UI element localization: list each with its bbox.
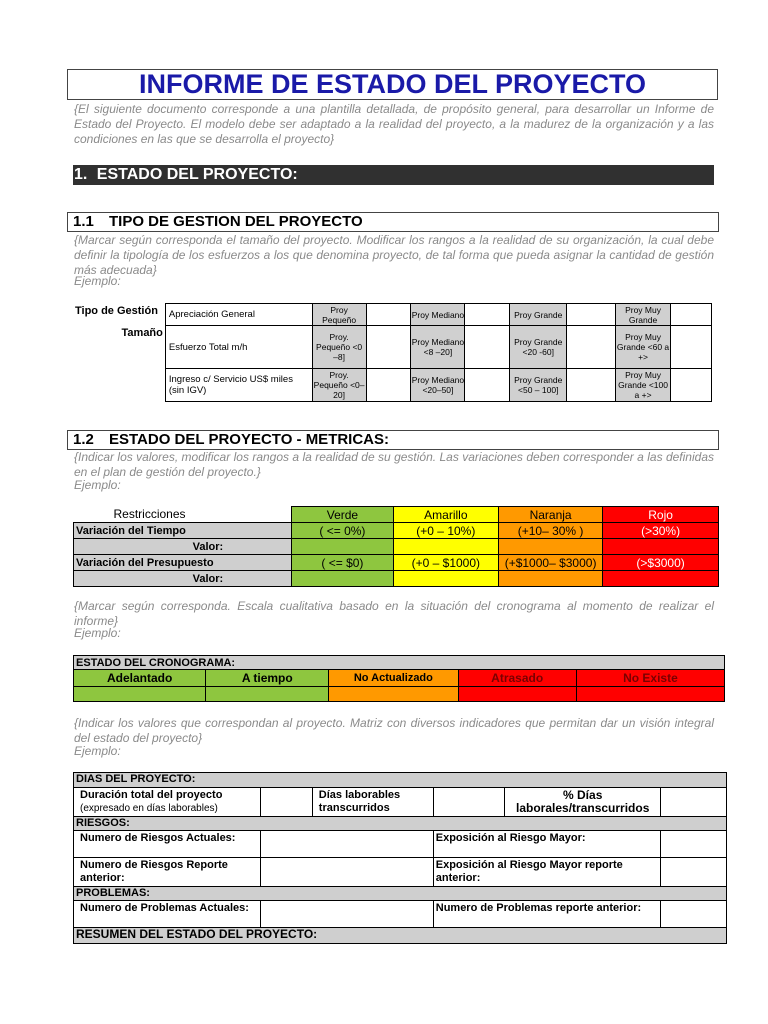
size-cell: Proy Grande <box>510 304 567 326</box>
num-problemas-label: Numero de Problemas Actuales: <box>74 901 261 928</box>
mark-cell[interactable] <box>458 687 576 702</box>
size-cell: Proy Muy Grande <60 a +> <box>616 326 671 369</box>
mark-cell[interactable] <box>576 687 724 702</box>
metric-cell: (>30%) <box>603 523 719 539</box>
table-row <box>74 928 727 944</box>
expo-mayor-ant-label: Exposición al Riesgo Mayor reporte anterior: <box>433 858 661 887</box>
header-verde: Verde <box>292 507 394 523</box>
cronograma-note: {Marcar según corresponda. Escala cualitativa basado en la situación del cronograma al momento de realizar el informe} <box>74 599 714 628</box>
valor-label: Valor: <box>74 539 292 555</box>
indicadores-note: {Indicar los valores que correspondan al proyecto. Matriz con diversos indicadores que permitan dar un visión integral del estado del proyecto} <box>74 716 714 745</box>
expo-mayor-label: Exposición al Riesgo Mayor: <box>433 831 661 858</box>
section-1-number: 1. <box>74 166 88 183</box>
dias-lab-label: Días laborables transcurridos <box>312 788 433 817</box>
section-1-label: ESTADO DEL PROYECTO: <box>96 166 298 183</box>
section-1-header <box>73 165 714 185</box>
table-row <box>74 887 727 901</box>
expo-mayor-ant-value[interactable] <box>661 858 727 887</box>
subsection-1-1-label: TIPO DE GESTION DEL PROYECTO <box>109 213 363 230</box>
header-naranja: Naranja <box>498 507 602 523</box>
size-cell: Proy. Pequeño <0–20] <box>313 370 365 400</box>
num-problemas-ant-value[interactable] <box>661 901 727 928</box>
subsection-1-2-note: {Indicar los valores, modificar los rangos a la realidad de su gestión. Las variaciones deben corresponder a las definidas en el plan de gestión del proyecto.} <box>74 450 714 479</box>
table-row <box>74 687 725 702</box>
size-cell: Proy Grande <50 – 100] <box>510 369 567 402</box>
dias-lab-value[interactable] <box>433 788 504 817</box>
indicadores-table <box>73 772 727 944</box>
valor-cell[interactable] <box>603 571 719 587</box>
indicadores-example: Ejemplo: <box>74 744 121 758</box>
check-cell[interactable] <box>366 304 411 326</box>
tipo-gestion-table <box>73 303 712 402</box>
mark-cell[interactable] <box>206 687 329 702</box>
check-cell[interactable] <box>671 304 712 326</box>
valor-label: Valor: <box>74 571 292 587</box>
duracion-subtitle: (expresado en días laborables) <box>80 803 218 814</box>
size-cell: Proy Muy Grande <box>616 304 671 326</box>
row-desc: Esfuerzo Total m/h <box>165 326 312 369</box>
resumen-header: RESUMEN DEL ESTADO DEL PROYECTO: <box>74 928 727 944</box>
subsection-1-2-example: Ejemplo: <box>74 478 121 492</box>
dias-header: DIAS DEL PROYECTO: <box>74 773 727 788</box>
subsection-1-2-header <box>67 430 719 450</box>
metric-cell: (+0 – 10%) <box>393 523 498 539</box>
valor-cell[interactable] <box>603 539 719 555</box>
opt-adelantado: Adelantado <box>74 670 206 687</box>
num-riesgos-ant-label: Numero de Riesgos Reporte anterior: <box>74 858 261 887</box>
table-row <box>74 656 725 670</box>
size-cell: Proy Mediano <box>411 304 465 326</box>
riesgos-header: RIESGOS: <box>74 817 727 831</box>
check-cell[interactable] <box>465 304 510 326</box>
metric-cell: ( <= 0%) <box>292 523 394 539</box>
num-riesgos-label: Numero de Riesgos Actuales: <box>74 831 261 858</box>
pct-dias-value[interactable] <box>661 788 727 817</box>
table-row <box>74 788 727 817</box>
subsection-1-2-number: 1.2 <box>73 431 94 448</box>
duracion-value[interactable] <box>260 788 312 817</box>
table-row <box>74 555 719 571</box>
subsection-1-1-number: 1.1 <box>73 213 94 230</box>
page-title: INFORME DE ESTADO DEL PROYECTO <box>67 69 718 100</box>
problemas-header: PROBLEMAS: <box>74 887 727 901</box>
check-cell[interactable] <box>465 326 510 369</box>
opt-atrasado: Atrasado <box>458 670 576 687</box>
metric-cell: (>$3000) <box>603 555 719 571</box>
num-problemas-ant-label: Numero de Problemas reporte anterior: <box>433 901 661 928</box>
num-riesgos-ant-value[interactable] <box>260 858 433 887</box>
valor-cell[interactable] <box>498 571 602 587</box>
duracion-label <box>74 788 261 817</box>
expo-mayor-value[interactable] <box>661 831 727 858</box>
size-cell: Proy Mediano <8 –20] <box>411 326 465 369</box>
table-row <box>74 670 725 687</box>
check-cell[interactable] <box>567 369 616 402</box>
subsection-1-2-label: ESTADO DEL PROYECTO - METRICAS: <box>109 431 390 448</box>
check-cell[interactable] <box>465 369 510 402</box>
table-row <box>74 773 727 788</box>
size-cell: Proy Mediano <20–50] <box>411 369 465 402</box>
table-row <box>73 304 712 326</box>
metric-cell: (+$1000– $3000) <box>498 555 602 571</box>
table-row <box>74 817 727 831</box>
mark-cell[interactable] <box>329 687 458 702</box>
check-cell[interactable] <box>366 326 411 369</box>
check-cell[interactable] <box>567 304 616 326</box>
tamano-label: Tamaño <box>121 326 163 339</box>
subsection-1-1-example: Ejemplo: <box>74 274 121 288</box>
header-amarillo: Amarillo <box>393 507 498 523</box>
table-row <box>74 858 727 887</box>
intro-note: {El siguiente documento corresponde a una plantilla detallada, de propósito general, para desarrollar un Informe de Estado del Proyecto. El modelo debe ser adaptado a la realidad del proyecto, a la madurez de la organización y a las condiciones en las que se desarrolla el proyecto} <box>74 102 714 146</box>
check-cell[interactable] <box>671 326 712 369</box>
row-desc: Ingreso c/ Servicio US$ miles (sin IGV) <box>165 369 312 402</box>
check-cell[interactable] <box>366 369 411 402</box>
table-row <box>74 539 719 555</box>
size-cell: Proy Muy Grande <100 a +> <box>616 369 671 402</box>
header-rojo: Rojo <box>603 507 719 523</box>
size-cell: Proy Grande <20 -60] <box>510 326 567 369</box>
opt-no-actualizado: No Actualizado <box>329 670 458 687</box>
row-desc: Apreciación General <box>165 304 312 326</box>
tipo-gestion-label: Tipo de Gestión <box>75 304 158 317</box>
size-cell: Proy Pequeño <box>312 304 366 326</box>
table-row <box>74 523 719 539</box>
table-row <box>73 369 712 402</box>
size-cell: Proy. Pequeño <0 –8] <box>312 326 366 369</box>
table-row <box>74 831 727 858</box>
metric-cell: ( <= $0) <box>292 555 394 571</box>
opt-a-tiempo: A tiempo <box>206 670 329 687</box>
restricciones-header: Restricciones <box>113 507 186 522</box>
cronograma-header: ESTADO DEL CRONOGRAMA: <box>74 656 725 670</box>
valor-cell[interactable] <box>393 571 498 587</box>
valor-cell[interactable] <box>292 539 394 555</box>
valor-cell[interactable] <box>393 539 498 555</box>
num-problemas-value[interactable] <box>260 901 433 928</box>
cronograma-table <box>73 655 725 702</box>
num-riesgos-value[interactable] <box>260 831 433 858</box>
check-cell[interactable] <box>567 326 616 369</box>
variacion-presupuesto-label: Variación del Presupuesto <box>74 555 292 571</box>
metric-cell: (+10– 30% ) <box>498 523 602 539</box>
metric-cell: (+0 – $1000) <box>393 555 498 571</box>
mark-cell[interactable] <box>74 687 206 702</box>
opt-no-existe: No Existe <box>576 670 724 687</box>
variacion-tiempo-label: Variación del Tiempo <box>74 523 292 539</box>
valor-cell[interactable] <box>292 571 394 587</box>
cronograma-example: Ejemplo: <box>74 626 121 640</box>
duracion-title: Duración total del proyecto <box>80 789 223 801</box>
table-row <box>74 901 727 928</box>
valor-cell[interactable] <box>498 539 602 555</box>
subsection-1-1-note: {Marcar según corresponda el tamaño del proyecto. Modificar los rangos a la realidad de su organización, la cual debe definir la tipología de los esfuerzos a los que denomina proyecto, de tal forma que pueda asignar la cantidad de gestión más adecuada} <box>74 233 714 277</box>
pct-dias-label: % Días laborales/transcurridos <box>504 788 660 817</box>
subsection-1-1-header <box>67 212 719 232</box>
table-row <box>73 326 712 369</box>
check-cell[interactable] <box>671 369 712 402</box>
table-row <box>74 507 719 523</box>
table-row <box>74 571 719 587</box>
metricas-table <box>73 506 719 587</box>
